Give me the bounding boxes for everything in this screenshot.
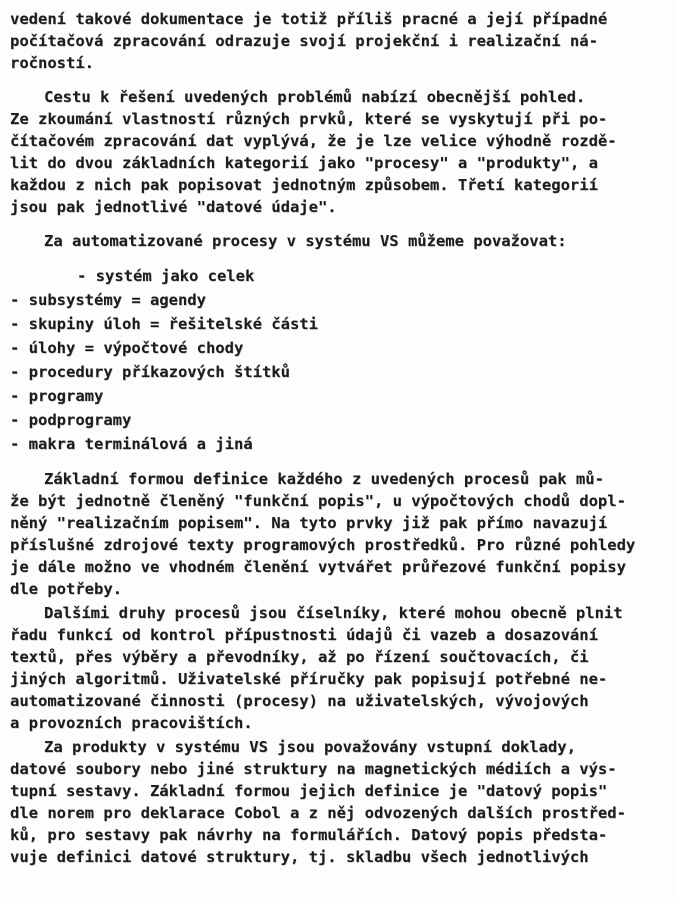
text-line: Cestu k řešení uvedených problémů nabízí obecnější pohled. [44,88,586,106]
text-line: a provozních pracovištích. [10,714,253,732]
text-line: Ze zkoumání vlastností různých prvků, které se vyskytují při po- [10,110,608,128]
text-line: ků, pro sestavy pak návrhy na formulářích. Datový popis předsta- [10,826,608,844]
text-line: datové soubory nebo jiné struktury na magnetických médiích a výs- [10,760,617,778]
paragraph [10,736,665,868]
paragraph [10,602,665,734]
text-line: jiných algoritmů. Uživatelské příručky pak popisují potřebné ne- [10,670,608,688]
text-line: ročností. [10,54,94,72]
paragraph [10,230,665,252]
list-item: - skupiny úloh = řešitelské části [10,315,318,333]
list-item: - procedury příkazových štítků [10,363,290,381]
list-item: - podprogramy [10,411,132,429]
text-line: jsou pak jednotlivé "datové údaje". [10,198,337,216]
paragraph [10,86,665,218]
bullet-list [10,264,665,456]
text-line: řadu funkcí od kontrol přípustnosti údajů či vazeb a dosazování [10,626,598,644]
text-line: něný "realizačním popisem". Na tyto prvky již pak přímo navazují [10,514,608,532]
text-line: každou z nich pak popisovat jednotným způsobem. Třetí kategorií [10,176,598,194]
text-line: textů, přes výběry a převodníky, až po řízení součtovacích, či [10,648,589,666]
text-line: lit do dvou základních kategorií jako "procesy" a "produkty", a [10,154,598,172]
text-line: je dále možno ve vhodném členění vytvářet průřezové funkční popisy [10,558,626,576]
list-item: - programy [10,387,104,405]
list-item: - úlohy = výpočtové chody [10,339,244,357]
text-line: vuje definici datové struktury, tj. skladbu všech jednotlivých [10,848,589,866]
paragraph [10,468,665,600]
text-line: počítačová zpracování odrazuje svojí projekční i realizační ná- [10,32,598,50]
text-line: Základní formou definice každého z uvedených procesů pak mů- [44,470,604,488]
text-line: Dalšími druhy procesů jsou číselníky, které mohou obecně plnit [44,604,623,622]
text-line: že být jednotně členěný "funkční popis", u výpočtových chodů dopl- [10,492,626,510]
text-line: Za produkty v systému VS jsou považovány vstupní doklady, [44,738,576,756]
list-item: - systém jako celek [77,267,255,285]
text-line: dle potřeby. [10,580,122,598]
text-line: příslušné zdrojové texty programových prostředků. Pro různé pohledy [10,536,636,554]
list-item: - subsystémy = agendy [10,291,206,309]
text-line: čítačovém zpracování dat vyplývá, že je lze velice výhodně rozdě- [10,132,617,150]
text-line: vedení takové dokumentace je totiž příliš pracné a její případné [10,10,608,28]
paragraph [10,8,665,74]
text-line: dle norem pro deklarace Cobol a z něj odvozených dalších prostřed- [10,804,626,822]
text-line: tupní sestavy. Základní formou jejich definice je "datový popis" [10,782,608,800]
text-line: automatizované činnosti (procesy) na uživatelských, vývojových [10,692,589,710]
list-item: - makra terminálová a jiná [10,435,253,453]
text-line: Za automatizované procesy v systému VS můžeme považovat: [44,232,567,250]
